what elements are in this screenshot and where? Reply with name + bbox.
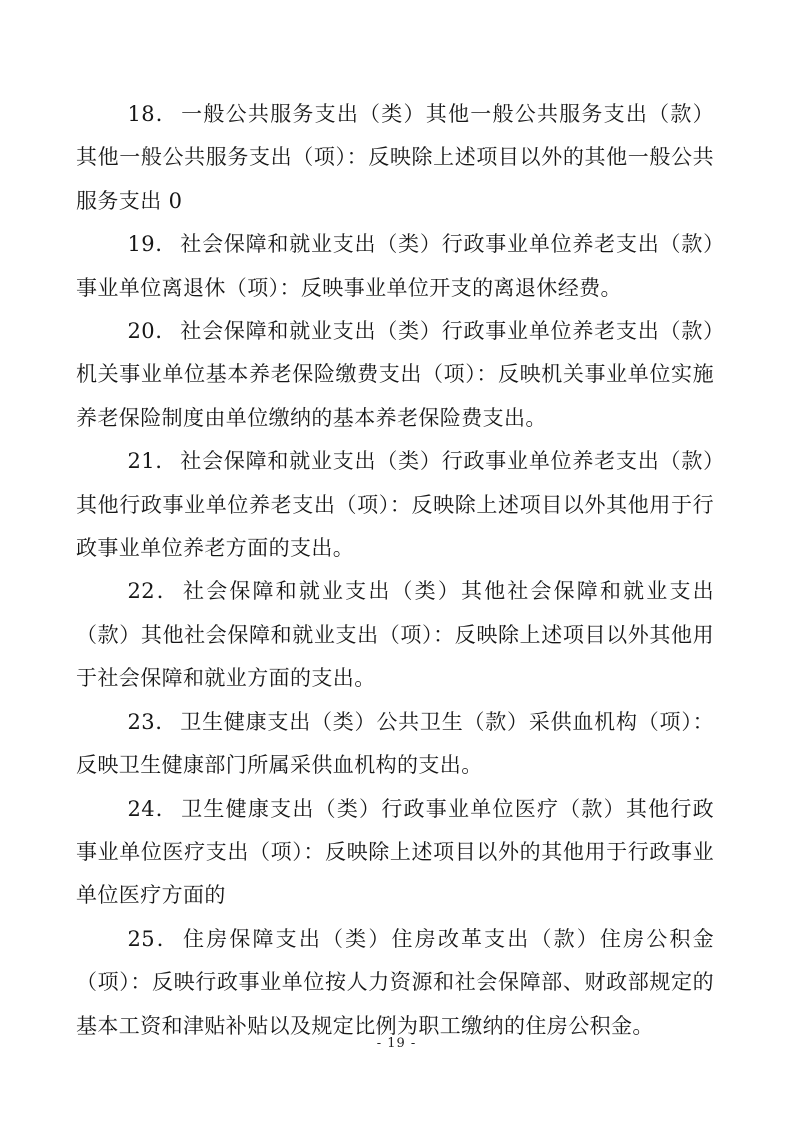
paragraph-text: 一般公共服务支出（类）其他一般公共服务支出（款）其他一般公共服务支出（项）：反映除上述项目以外的其他一般公共服务支出 0 (76, 102, 714, 213)
paragraph-text: 住房保障支出（类）住房改革支出（款）住房公积金（项）：反映行政事业单位按人力资源和社会保障部、财政部规定的 基本工资和津贴补贴以及规定比例为职工缴纳的住房公积金。 (76, 926, 736, 1038)
paragraph-number: 22． (127, 579, 180, 604)
document-body (76, 93, 736, 1048)
paragraph-text: 社会保障和就业支出（类）其他社会保障和就业支出（款）其他社会保障和就业支出（项）：反映除上述项目以外其他用于社会保障和就业方面的支出。 (76, 579, 715, 691)
paragraph-text: 社会保障和就业支出（类）行政事业单位养老支出（款）机关事业单位基本养老保险缴费支出（项）：反映机关事业单位实施养老保险制度由单位缴纳的基本养老保险费支出。 (76, 319, 715, 430)
paragraph-text: 卫生健康支出（类）公共卫生（款）采供血机构（项）：反映卫生健康部门所属采供血机构的支出。 (76, 709, 715, 778)
paragraph-item-22 (76, 570, 714, 700)
paragraph-number: 20． (127, 319, 178, 344)
paragraph-item-23 (76, 701, 714, 788)
paragraph-item-18 (76, 93, 714, 223)
paragraph-number: 24． (127, 796, 179, 821)
paragraph-text: 卫生健康支出（类）行政事业单位医疗（款）其他行政事业单位医疗支出（项）：反映除上述项目以外的其他用于行政事业单位医疗方面的 (76, 796, 714, 908)
paragraph-item-24 (76, 788, 714, 918)
paragraph-item-20 (76, 310, 714, 440)
page-number: - 19 - (376, 1036, 417, 1051)
paragraph-number: 18． (127, 102, 179, 126)
paragraph-text: 社会保障和就业支出（类）行政事业单位养老支出（款）事业单位离退休（项）：反映事业单位开支的离退休经费。 (76, 232, 715, 300)
paragraph-number: 21． (127, 449, 178, 474)
paragraph-number: 25． (127, 926, 180, 951)
paragraph-item-25 (76, 918, 736, 1048)
paragraph-number: 23． (127, 709, 178, 734)
paragraph-item-19 (76, 223, 714, 310)
paragraph-item-21 (76, 440, 714, 570)
paragraph-text: 社会保障和就业支出（类）行政事业单位养老支出（款）其他行政事业单位养老支出（项）：反映除上述项目以外其他用于行政事业单位养老方面的支出。 (76, 449, 715, 561)
paragraph-number: 19． (127, 232, 178, 257)
